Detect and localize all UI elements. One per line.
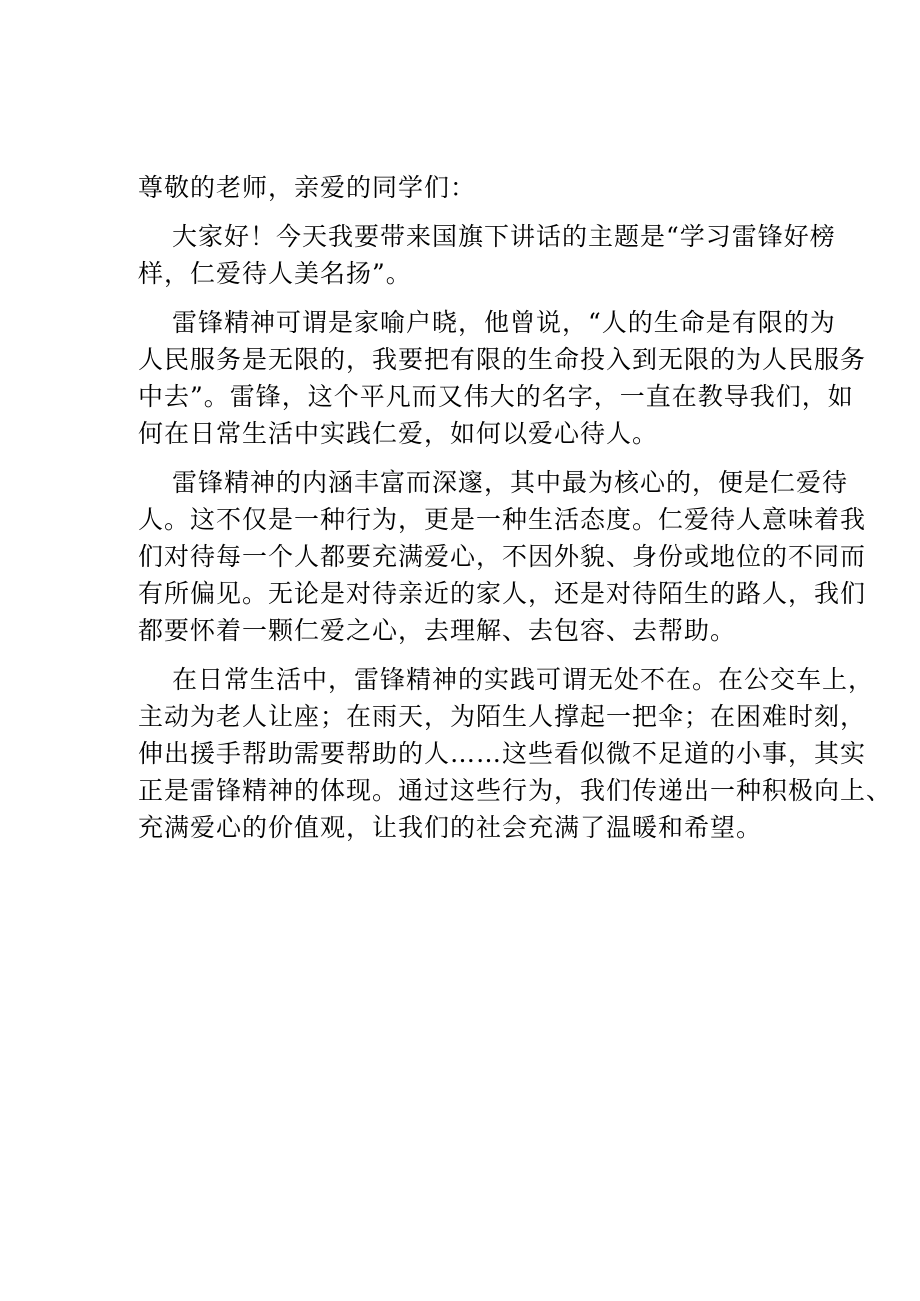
paragraph-line: 在日常生活中，雷锋精神的实践可谓无处不在。在公交车上，: [172, 665, 875, 694]
salutation: 尊敬的老师，亲爱的同学们：: [138, 173, 477, 202]
speech-body: [138, 169, 893, 846]
paragraph-line: 有所偏见。无论是对待亲近的家人，还是对待陌生的路人，我们: [138, 579, 867, 608]
paragraph-benevolence: [138, 464, 867, 649]
paragraph-line: 伸出援手帮助需要帮助的人……这些看似微不足道的小事，其实: [138, 739, 867, 768]
paragraph-line: 雷锋精神的内涵丰富而深邃，其中最为核心的，便是仁爱待: [172, 468, 849, 497]
paragraph-line: 主动为老人让座；在雨天，为陌生人撑起一把伞；在困难时刻，: [138, 702, 867, 731]
paragraph-line: 样，仁爱待人美名扬”。: [138, 259, 412, 288]
paragraph-leifeng-quote: [138, 304, 867, 452]
paragraph-greeting-theme: [138, 218, 836, 292]
paragraph-line: 中去”。雷锋，这个平凡而又伟大的名字，一直在教导我们，如: [138, 382, 854, 411]
paragraph-line: 人。这不仅是一种行为，更是一种生活态度。仁爱待人意味着我: [138, 505, 867, 534]
paragraph-line: 们对待每一个人都要充满爱心，不因外貌、身份或地位的不同而: [138, 542, 867, 571]
paragraph-line: 雷锋精神可谓是家喻户晓，他曾说，“人的生命是有限的为: [172, 308, 836, 337]
paragraph-line: 大家好！今天我要带来国旗下讲话的主题是“学习雷锋好榜: [172, 222, 836, 251]
paragraph-line: 正是雷锋精神的体现。通过这些行为，我们传递出一种积极向上、: [138, 776, 893, 805]
paragraph-line: 人民服务是无限的，我要把有限的生命投入到无限的为人民服务: [138, 345, 867, 374]
paragraph-line: 何在日常生活中实践仁爱，如何以爱心待人。: [138, 419, 659, 448]
paragraph-daily-practice: [138, 661, 893, 846]
paragraph-line: 充满爱心的价值观，让我们的社会充满了温暖和希望。: [138, 813, 763, 842]
paragraph-line: 都要怀着一颗仁爱之心，去理解、去包容、去帮助。: [138, 616, 737, 645]
